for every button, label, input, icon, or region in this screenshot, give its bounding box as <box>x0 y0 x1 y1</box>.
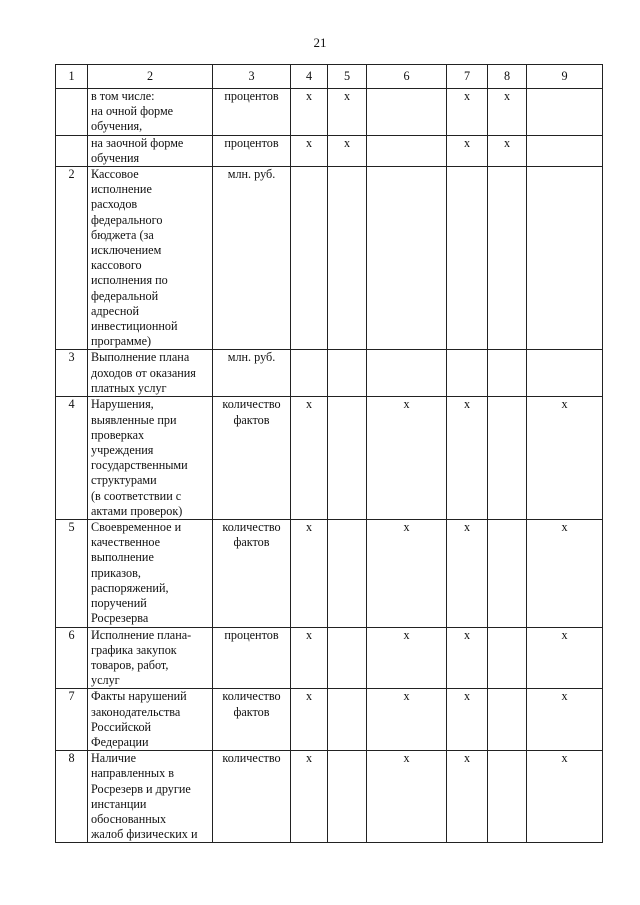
cell-col7: x <box>447 689 488 751</box>
cell-col4 <box>291 167 328 350</box>
indicator-name <box>88 89 213 136</box>
cell-col7: x <box>447 135 488 166</box>
indicator-name <box>88 689 213 751</box>
table-row <box>56 135 603 166</box>
cell-col4 <box>291 350 328 397</box>
row-number <box>56 89 88 136</box>
cell-col8 <box>488 751 527 843</box>
unit-text: количество <box>222 751 281 766</box>
unit-cell <box>213 751 291 843</box>
column-header: 6 <box>367 65 447 89</box>
table-header-row <box>56 65 603 89</box>
indicator-name-text: Факты нарушений законодательства Российской Федерации <box>91 689 187 749</box>
unit-text: количество фактов <box>222 397 281 427</box>
page-number: 21 <box>313 35 327 50</box>
column-header: 4 <box>291 65 328 89</box>
cell-col5 <box>328 520 367 627</box>
cell-col4: x <box>291 89 328 136</box>
table-row <box>56 89 603 136</box>
cell-col7: x <box>447 520 488 627</box>
indicator-name <box>88 627 213 689</box>
cell-col9 <box>527 89 603 136</box>
cell-col5 <box>328 350 367 397</box>
cell-col6 <box>367 89 447 136</box>
indicator-name <box>88 751 213 843</box>
cell-col9: x <box>527 397 603 520</box>
cell-col8 <box>488 167 527 350</box>
indicator-name-text: на заочной форме обучения <box>91 135 184 165</box>
unit-cell <box>213 167 291 350</box>
table-row <box>56 350 603 397</box>
unit-text: количество фактов <box>222 689 281 719</box>
cell-col9: x <box>527 689 603 751</box>
cell-col8 <box>488 397 527 520</box>
cell-col6 <box>367 135 447 166</box>
indicator-name-text: Наличие направленных в Росрезерв и другие инстанции обоснованных жалоб физических и <box>91 751 198 842</box>
row-number: 6 <box>56 627 88 689</box>
column-header: 8 <box>488 65 527 89</box>
cell-col4: x <box>291 627 328 689</box>
unit-text: количество фактов <box>222 520 281 550</box>
indicator-name <box>88 167 213 350</box>
table-row <box>56 627 603 689</box>
cell-col5 <box>328 627 367 689</box>
indicator-name-text: Кассовое исполнение расходов федерального бюджета (за исключением кассового исполнения по федеральной адресной инвестиционной программе) <box>91 167 178 349</box>
unit-cell <box>213 627 291 689</box>
unit-cell <box>213 689 291 751</box>
cell-col4: x <box>291 520 328 627</box>
row-number: 5 <box>56 520 88 627</box>
cell-col4: x <box>291 689 328 751</box>
unit-text: процентов <box>224 627 279 642</box>
cell-col6: x <box>367 397 447 520</box>
cell-col6: x <box>367 751 447 843</box>
unit-cell <box>213 397 291 520</box>
unit-text: процентов <box>224 135 279 150</box>
cell-col7 <box>447 350 488 397</box>
cell-col9: x <box>527 520 603 627</box>
cell-col4: x <box>291 397 328 520</box>
cell-col6: x <box>367 627 447 689</box>
row-number: 2 <box>56 167 88 350</box>
unit-cell <box>213 135 291 166</box>
cell-col8 <box>488 350 527 397</box>
cell-col7: x <box>447 397 488 520</box>
indicator-name <box>88 135 213 166</box>
cell-col7 <box>447 167 488 350</box>
row-number: 7 <box>56 689 88 751</box>
table-row <box>56 751 603 843</box>
indicator-name-text: Выполнение плана доходов от оказания платных услуг <box>91 350 196 395</box>
column-header: 5 <box>328 65 367 89</box>
row-number: 3 <box>56 350 88 397</box>
cell-col6: x <box>367 520 447 627</box>
indicator-name-text: в том числе: на очной форме обучения, <box>91 89 174 134</box>
cell-col5: x <box>328 89 367 136</box>
indicator-name-text: Своевременное и качественное выполнение приказов, распоряжений, поручений Росрезерва <box>91 520 182 626</box>
column-header: 3 <box>213 65 291 89</box>
indicator-name-text: Исполнение плана- графика закупок товаров, работ, услуг <box>91 627 192 688</box>
column-header: 7 <box>447 65 488 89</box>
unit-text: процентов <box>224 89 279 103</box>
column-header: 2 <box>88 65 213 89</box>
cell-col8 <box>488 689 527 751</box>
cell-col5 <box>328 751 367 843</box>
cell-col5 <box>328 689 367 751</box>
cell-col9: x <box>527 627 603 689</box>
unit-cell <box>213 520 291 627</box>
row-number: 4 <box>56 397 88 520</box>
unit-text: млн. руб. <box>227 350 276 365</box>
cell-col9 <box>527 167 603 350</box>
cell-col8 <box>488 520 527 627</box>
indicator-name <box>88 520 213 627</box>
unit-cell <box>213 89 291 136</box>
cell-col4: x <box>291 751 328 843</box>
cell-col5: x <box>328 135 367 166</box>
cell-col5 <box>328 397 367 520</box>
column-header: 1 <box>56 65 88 89</box>
unit-cell <box>213 350 291 397</box>
table-row <box>56 689 603 751</box>
table-row <box>56 520 603 627</box>
indicator-name-text: Нарушения, выявленные при проверках учреждения государственными структурами (в соответствии с актами проверок) <box>91 397 188 518</box>
cell-col8: x <box>488 135 527 166</box>
unit-text: млн. руб. <box>227 167 276 182</box>
cell-col7: x <box>447 751 488 843</box>
cell-col5 <box>328 167 367 350</box>
table-row <box>56 397 603 520</box>
column-header: 9 <box>527 65 603 89</box>
cell-col9 <box>527 135 603 166</box>
cell-col8: x <box>488 89 527 136</box>
cell-col4: x <box>291 135 328 166</box>
cell-col6 <box>367 350 447 397</box>
cell-col9 <box>527 350 603 397</box>
row-number <box>56 135 88 166</box>
cell-col6: x <box>367 689 447 751</box>
indicator-name <box>88 397 213 520</box>
indicator-name <box>88 350 213 397</box>
cell-col9: x <box>527 751 603 843</box>
cell-col6 <box>367 167 447 350</box>
table-row <box>56 167 603 350</box>
cell-col7: x <box>447 89 488 136</box>
indicators-table <box>55 64 603 843</box>
row-number: 8 <box>56 751 88 843</box>
cell-col8 <box>488 627 527 689</box>
cell-col7: x <box>447 627 488 689</box>
